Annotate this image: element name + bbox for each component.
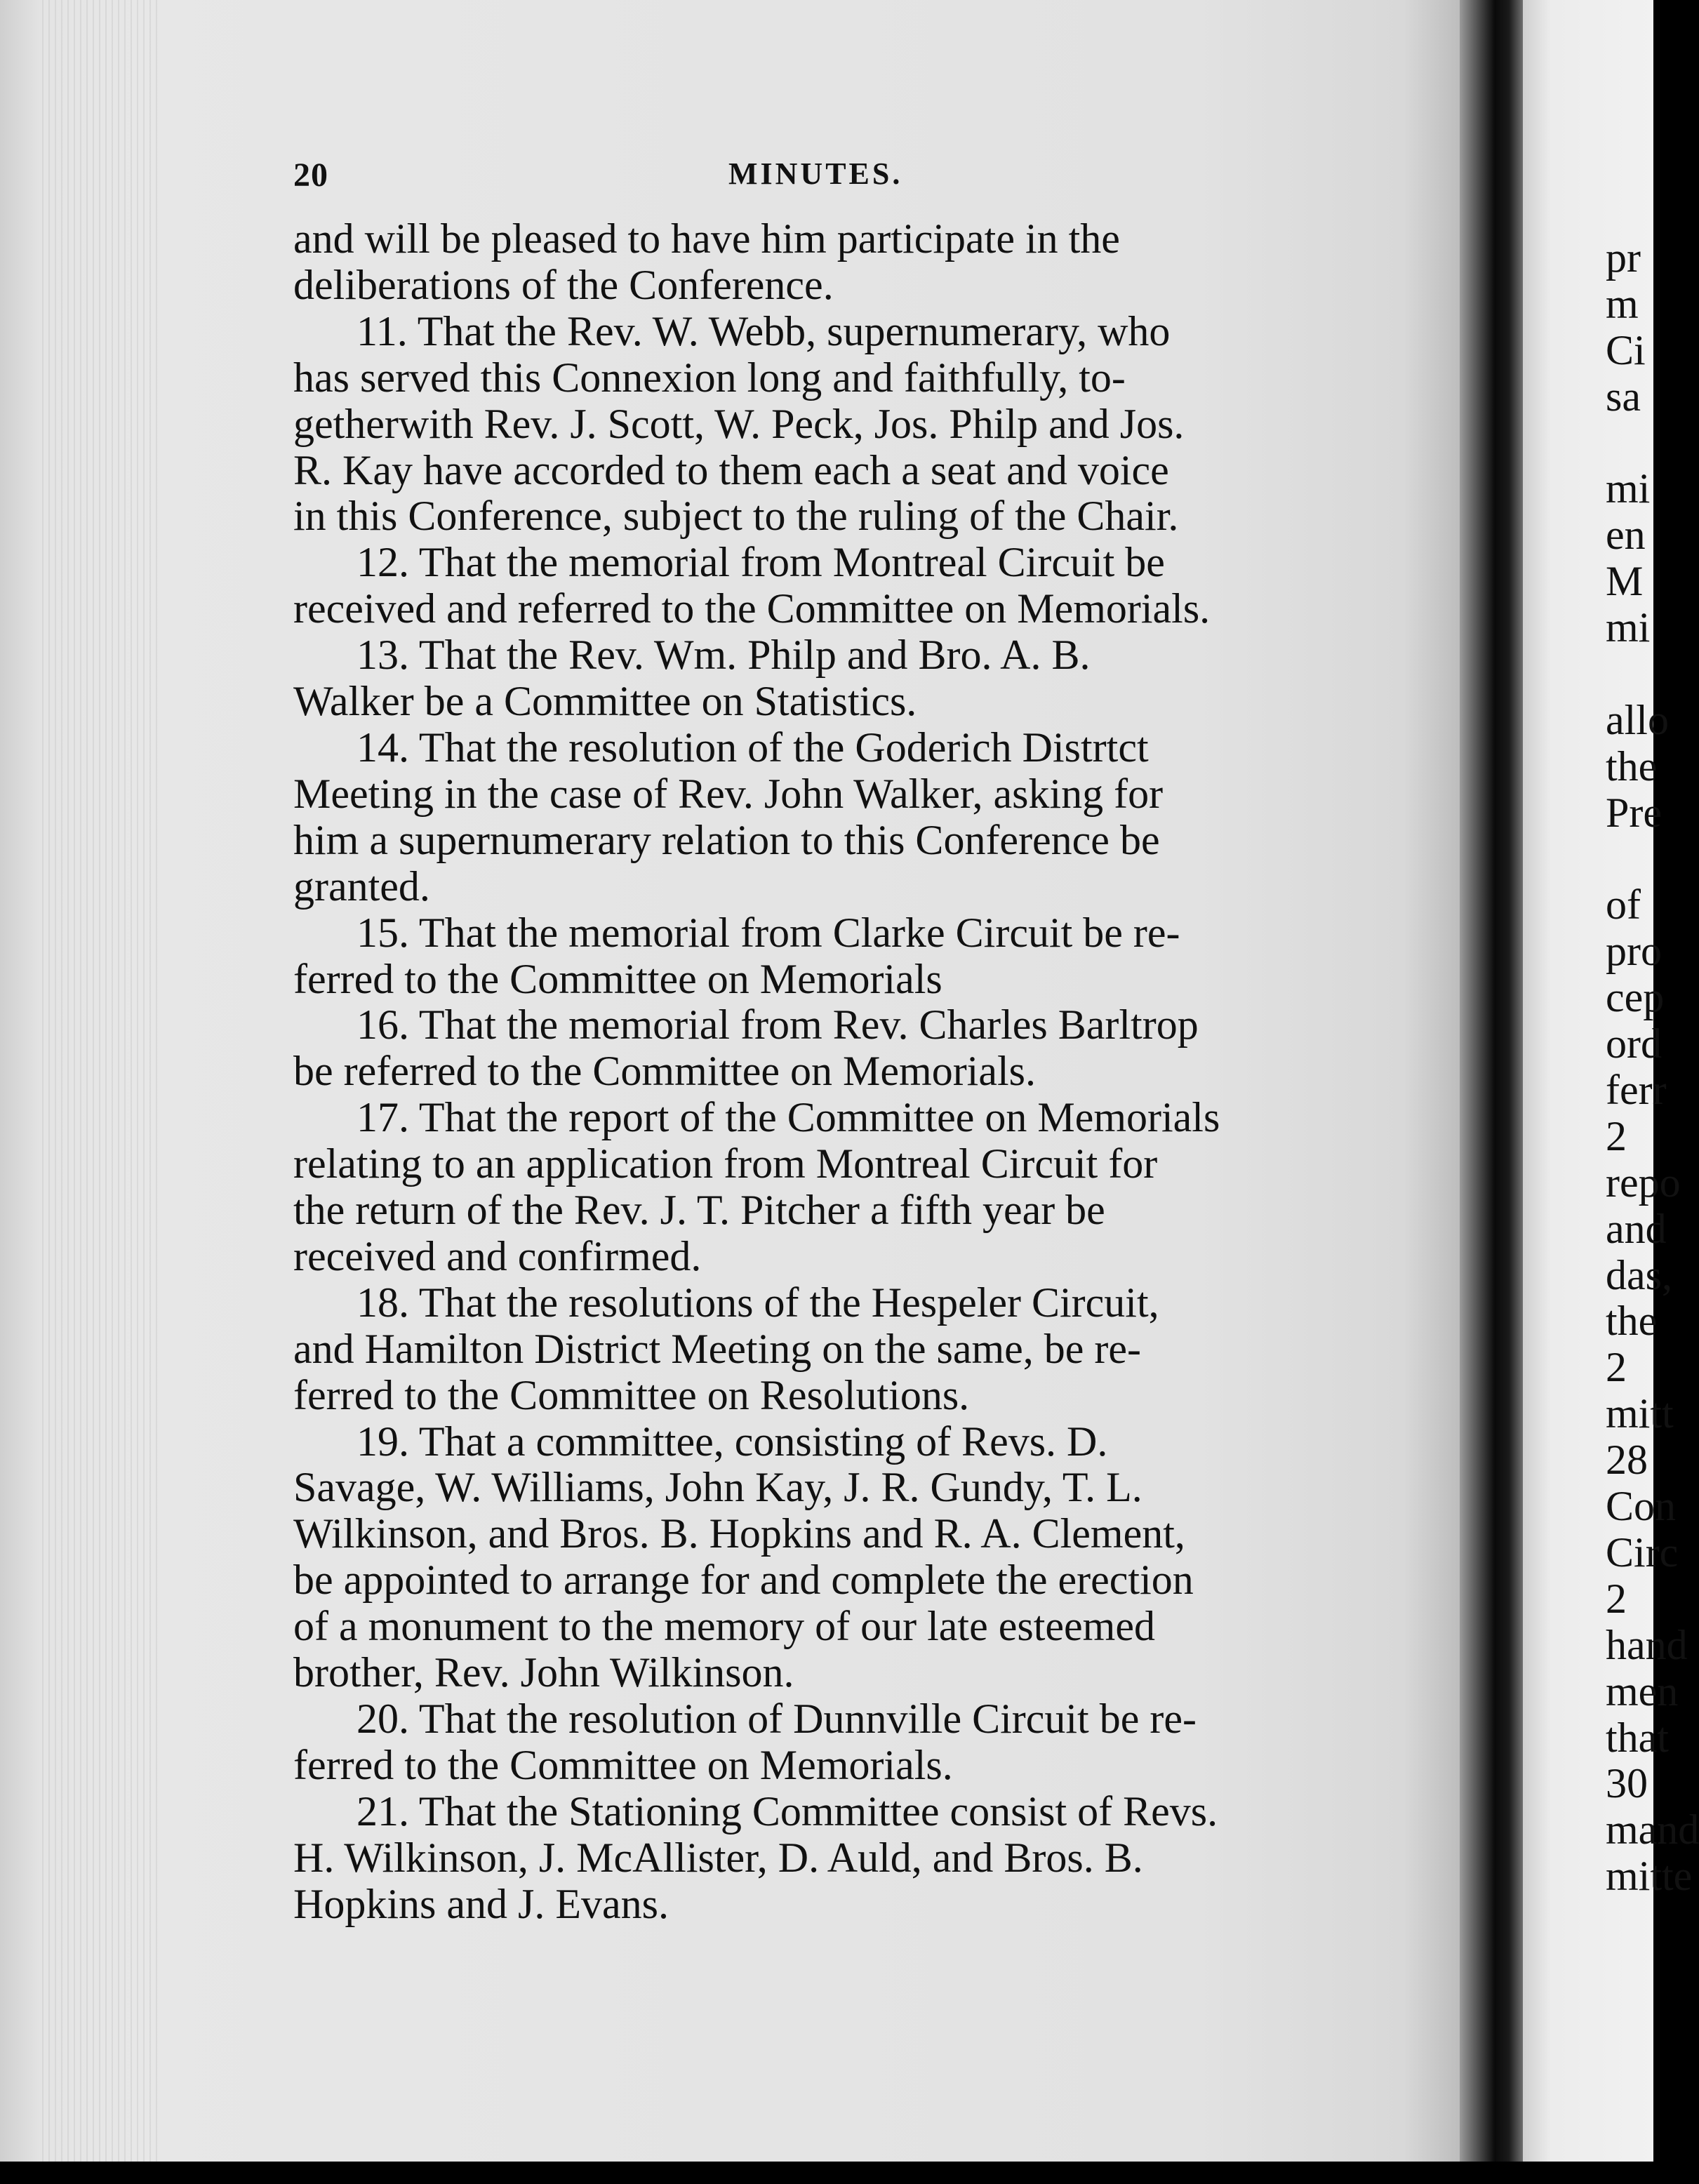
facing-fragment: mitte	[1606, 1853, 1693, 1900]
facing-fragment: Circ	[1606, 1529, 1679, 1576]
facing-fragment: ferr	[1606, 1067, 1667, 1114]
text-line: in this Conference, subject to the ruling of the Chair.	[293, 493, 1179, 540]
facing-fragment: mand	[1606, 1806, 1699, 1853]
facing-fragment: of	[1606, 881, 1641, 928]
text-line: ferred to the Committee on Memorials	[293, 955, 942, 1002]
facing-fragment: ord	[1606, 1020, 1662, 1067]
facing-fragment: the	[1606, 743, 1658, 790]
facing-fragment: mitt	[1606, 1390, 1674, 1437]
facing-fragment: 2	[1606, 1344, 1627, 1391]
text-line: Meeting in the case of Rev. John Walker, asking for	[293, 770, 1164, 817]
facing-fragment: pr	[1606, 234, 1641, 281]
bottom-scan-edge	[0, 2162, 1653, 2184]
facing-fragment: and	[1606, 1205, 1667, 1252]
facing-fragment: mi	[1606, 465, 1651, 512]
text-line: Wilkinson, and Bros. B. Hopkins and R. A. Clement,	[293, 1510, 1185, 1557]
resolution-21-line: 21. That the Stationing Committee consist of Revs.	[357, 1787, 1218, 1835]
resolution-11-line: 11. That the Rev. W. Webb, supernumerary, who	[357, 307, 1171, 354]
facing-fragment	[1606, 837, 1653, 883]
text-line: Hopkins and J. Evans.	[293, 1880, 669, 1927]
facing-fragment: repo	[1606, 1159, 1681, 1206]
facing-fragment	[1606, 420, 1653, 467]
text-line: relating to an application from Montreal Circuit for	[293, 1140, 1158, 1187]
facing-fragment: 2	[1606, 1575, 1627, 1622]
text-line: the return of the Rev. J. T. Pitcher a fifth year be	[293, 1187, 1105, 1234]
resolution-15-line: 15. That the memorial from Clarke Circuit be re-	[357, 909, 1180, 956]
text-line: and Hamilton District Meeting on the same, be re-	[293, 1325, 1141, 1372]
facing-fragment	[1606, 651, 1653, 698]
facing-fragment: Pre	[1606, 789, 1662, 836]
text-line: brother, Rev. John Wilkinson.	[293, 1649, 794, 1696]
resolution-12-line: 12. That the memorial from Montreal Circuit be	[357, 539, 1165, 586]
facing-fragment: that	[1606, 1714, 1669, 1761]
resolution-13-line: 13. That the Rev. Wm. Philp and Bro. A. B.	[357, 632, 1091, 679]
running-header	[293, 156, 1346, 201]
facing-fragment: 30	[1606, 1760, 1648, 1807]
page-edge-stack	[42, 0, 161, 2162]
facing-fragment: allo	[1606, 696, 1669, 743]
resolution-17-line: 17. That the report of the Committee on Memorials	[357, 1094, 1220, 1141]
page-number: 20	[293, 157, 328, 194]
text-line: him a supernumerary relation to this Conference be	[293, 816, 1160, 863]
facing-fragment: 2	[1606, 1112, 1627, 1159]
text-line: Savage, W. Williams, John Kay, J. R. Gundy, T. L.	[293, 1464, 1142, 1511]
text-line: R. Kay have accorded to them each a seat and voice	[293, 446, 1169, 493]
facing-fragment: Ci	[1606, 326, 1646, 373]
facing-fragment: men	[1606, 1667, 1679, 1714]
text-line: be appointed to arrange for and complete the erection	[293, 1557, 1194, 1604]
text-line: granted.	[293, 863, 430, 910]
facing-fragment: hand	[1606, 1621, 1688, 1668]
facing-fragment: cep	[1606, 974, 1665, 1021]
text-line: ferred to the Committee on Memorials.	[293, 1741, 953, 1788]
minutes-body	[293, 216, 1346, 1928]
resolution-20-line: 20. That the resolution of Dunnville Circuit be re-	[357, 1696, 1197, 1742]
book-gutter	[1460, 0, 1523, 2184]
facing-fragment: Con	[1606, 1483, 1677, 1530]
text-line: and will be pleased to have him participate in the	[293, 215, 1120, 262]
text-line: has served this Connexion long and faithfully, to-	[293, 354, 1126, 401]
text-line: getherwith Rev. J. Scott, W. Peck, Jos. Philp and Jos.	[293, 400, 1185, 447]
facing-fragment: 28	[1606, 1437, 1648, 1484]
facing-fragment: das,	[1606, 1251, 1672, 1298]
resolution-19-line: 19. That a committee, consisting of Revs. D.	[357, 1418, 1108, 1465]
running-title: MINUTES.	[728, 157, 903, 191]
facing-fragment: en	[1606, 512, 1646, 559]
facing-page-text	[1606, 234, 1699, 1900]
facing-fragment: mi	[1606, 604, 1651, 651]
facing-fragment: pro	[1606, 928, 1662, 975]
text-line: be referred to the Committee on Memorials.	[293, 1048, 1036, 1095]
text-line: of a monument to the memory of our late esteemed	[293, 1603, 1155, 1650]
facing-fragment: m	[1606, 280, 1639, 327]
text-line: received and referred to the Committee on Memorials.	[293, 585, 1211, 632]
facing-fragment: M	[1606, 558, 1644, 605]
text-line: Walker be a Committee on Statistics.	[293, 678, 917, 725]
text-line: deliberations of the Conference.	[293, 261, 834, 308]
facing-fragment: sa	[1606, 373, 1641, 420]
facing-fragment: the	[1606, 1298, 1658, 1345]
text-line: H. Wilkinson, J. McAllister, D. Auld, and Bros. B.	[293, 1834, 1143, 1881]
resolution-14-line: 14. That the resolution of the Goderich Distrtct	[357, 724, 1149, 771]
resolution-16-line: 16. That the memorial from Rev. Charles Barltrop	[357, 1001, 1199, 1048]
text-line: received and confirmed.	[293, 1232, 702, 1279]
resolution-18-line: 18. That the resolutions of the Hespeler Circuit,	[357, 1279, 1159, 1326]
text-line: ferred to the Committee on Resolutions.	[293, 1371, 970, 1418]
